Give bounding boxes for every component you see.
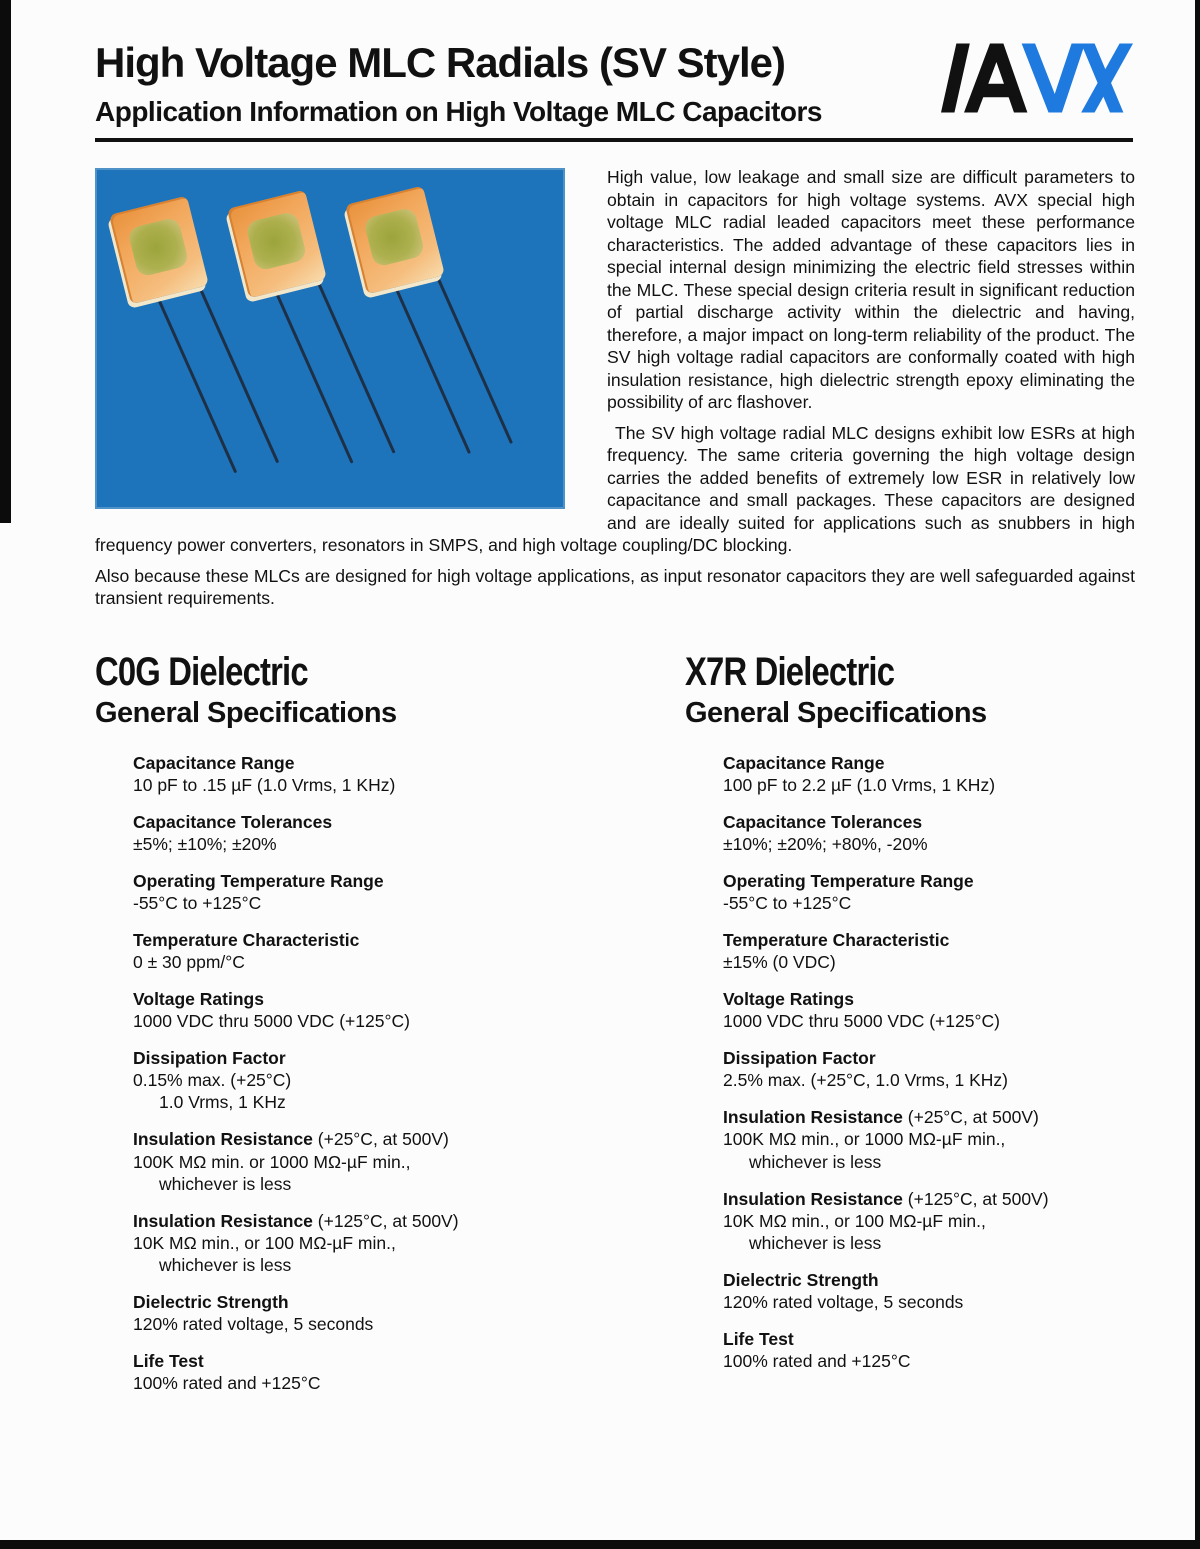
cog-section [95,649,685,1409]
spec-item [133,811,685,855]
capacitor-lead [153,290,237,474]
scan-edge-left [0,0,11,523]
spec-value: 1000 VDC thru 5000 VDC (+125°C) [133,1011,410,1032]
capacitor-body [345,186,445,295]
capacitor-lead [432,268,513,445]
cog-subtitle: General Specifications [95,696,397,729]
spec-item [133,1350,685,1394]
spec-value: ±15% (0 VDC) [723,952,836,973]
spec-label: Dielectric Strength [723,1269,879,1290]
spec-value: -55°C to +125°C [723,893,852,914]
spec-label: Life Test [133,1350,204,1371]
spec-value: ±5%; ±10%; ±20% [133,834,277,855]
spec-label: Life Test [723,1328,794,1349]
spec-label-note: (+25°C, at 500V) [317,1129,449,1150]
spec-item [723,1047,1135,1091]
x7r-subtitle: General Specifications [685,696,987,729]
spec-value: 100 pF to 2.2 µF (1.0 Vrms, 1 KHz) [723,774,996,795]
cog-title: C0G Dielectric [95,649,308,694]
spec-label: Capacitance Tolerances [723,811,923,832]
spec-label: Insulation Resistance [133,1210,313,1231]
intro-paragraph-3: Also because these MLCs are designed for high voltage applications, as input resonator capacitors they are well safeguarded against transient requirements. [95,565,1135,609]
spec-label: Dielectric Strength [133,1291,289,1312]
spec-label: Voltage Ratings [133,989,264,1010]
scan-edge-right [1195,0,1200,1549]
spec-value: 2.5% max. (+25°C, 1.0 Vrms, 1 KHz) [723,1070,1008,1091]
spec-label-note: (+125°C, at 500V) [317,1210,459,1231]
x7r-spec-list [723,752,1135,1372]
spec-value: 1.0 Vrms, 1 KHz [159,1092,286,1113]
capacitor-lead [313,274,395,454]
spec-label: Operating Temperature Range [723,871,974,892]
spec-item [133,1128,685,1194]
spec-value: whichever is less [159,1173,292,1194]
spec-label: Dissipation Factor [133,1048,286,1069]
capacitor-body [109,196,209,305]
spec-value: 0.15% max. (+25°C) [133,1070,292,1091]
capacitor-photo [95,168,565,509]
spec-item [723,988,1135,1032]
intro-paragraph-1: High value, low leakage and small size are difficult parameters to obtain in capacitors for high voltage systems. AVX special high voltage MLC radial leaded capacitors meet these performance characteristics. The added advantage of these capacitors lies in special internal design minimizing the electric field stresses within the MLC. These special design criteria result in significant reduction of partial discharge activity within the dielectric and having, therefore, a major impact on long-term reliability of the product. The SV high voltage radial capacitors are conformally coated with high insulation resistance, high dielectric strength epoxy eliminating the possibility of arc flashover. [607,167,1135,413]
spec-item [133,1291,685,1335]
spec-value: 100K MΩ min., or 1000 MΩ-µF min., [723,1129,1006,1150]
spec-value: whichever is less [749,1151,882,1172]
spec-item [133,929,685,973]
capacitor-face [363,207,426,268]
spec-item [723,752,1135,796]
header-divider [95,138,1133,142]
capacitor-lead [271,284,353,464]
spec-label: Dissipation Factor [723,1048,876,1069]
capacitor-face [245,211,308,272]
spec-item [723,929,1135,973]
page-title: High Voltage MLC Radials (SV Style) [95,39,785,86]
spec-value: 100% rated and +125°C [133,1372,321,1393]
capacitor-body [227,190,327,299]
spec-label: Temperature Characteristic [723,930,950,951]
spec-label-note: (+125°C, at 500V) [907,1188,1049,1209]
spec-item [133,988,685,1032]
intro-section [95,166,1135,618]
spec-value: 120% rated voltage, 5 seconds [133,1313,374,1334]
spec-item [723,1106,1135,1172]
capacitor-face [127,217,190,278]
spec-label: Insulation Resistance [723,1188,903,1209]
spec-value: 10K MΩ min., or 100 MΩ-µF min., [133,1232,396,1253]
intro-paragraph-2: The SV high voltage radial MLC designs exhibit low ESRs at high frequency. The same criteria governing the high voltage design carries the added benefits of extremely low ESR in relatively low capacitance and small packages. These capacitors are designed and are ideally suited for applications such as snubbers in high frequency power converters, resonators in SMPS, and high voltage coupling/DC blocking. [95,422,1135,556]
spec-item [723,811,1135,855]
spec-value: 1000 VDC thru 5000 VDC (+125°C) [723,1011,1000,1032]
spec-value: 0 ± 30 ppm/°C [133,952,245,973]
spec-label: Voltage Ratings [723,989,854,1010]
spec-value: whichever is less [159,1254,292,1275]
spec-value: -55°C to +125°C [133,893,262,914]
spec-value: 10K MΩ min., or 100 MΩ-µF min., [723,1210,986,1231]
capacitor-lead [195,280,279,464]
spec-label: Capacitance Range [133,752,295,773]
spec-item [723,1188,1135,1254]
spec-item [133,752,685,796]
specifications-columns [95,649,1135,1409]
avx-logo-icon [941,42,1133,114]
spec-value: ±10%; ±20%; +80%, -20% [723,834,928,855]
spec-label-note: (+25°C, at 500V) [907,1107,1039,1128]
spec-label: Insulation Resistance [723,1107,903,1128]
spec-item [723,1328,1135,1372]
spec-label: Temperature Characteristic [133,930,360,951]
spec-item [133,1210,685,1276]
scan-edge-bottom [0,1540,1200,1549]
spec-label: Insulation Resistance [133,1129,313,1150]
cog-spec-list [133,752,685,1394]
spec-item [133,870,685,914]
spec-item [133,1047,685,1113]
capacitor-lead [390,278,471,455]
page-content [95,40,1135,1409]
spec-value: 100K MΩ min. or 1000 MΩ-µF min., [133,1151,411,1172]
spec-item [723,1269,1135,1313]
spec-value: 120% rated voltage, 5 seconds [723,1291,964,1312]
spec-label: Capacitance Range [723,752,885,773]
page-subtitle: Application Information on High Voltage MLC Capacitors [95,96,822,128]
spec-item [723,870,1135,914]
x7r-title: X7R Dielectric [685,649,895,694]
spec-label: Capacitance Tolerances [133,811,333,832]
x7r-section [685,649,1135,1409]
spec-value: whichever is less [749,1232,882,1253]
spec-label: Operating Temperature Range [133,871,384,892]
spec-value: 100% rated and +125°C [723,1350,911,1371]
spec-value: 10 pF to .15 µF (1.0 Vrms, 1 KHz) [133,774,396,795]
